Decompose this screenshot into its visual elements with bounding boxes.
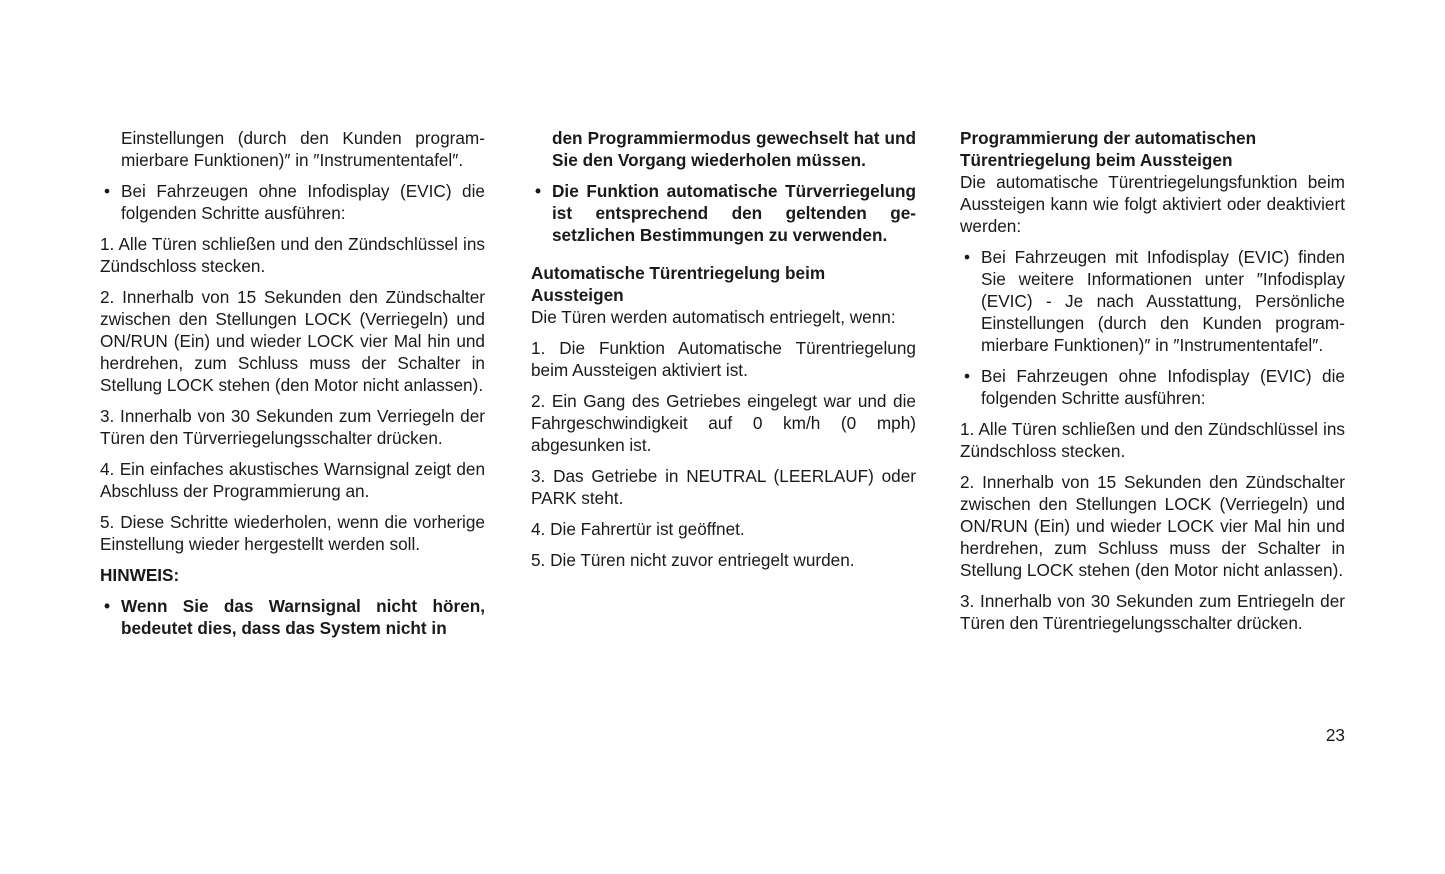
- notice-bullet: [100, 595, 485, 639]
- bullet-icon: •: [103, 181, 111, 201]
- condition-5: 5. Die Türen nicht zuvor entriegelt wurden.: [531, 550, 855, 570]
- step-2: 2. Innerhalb von 15 Sekunden den Zündschalter zwischen den Stellungen LOCK (Verriegeln) und ON/RUN (Ein) und wieder LOCK vier Mal hin und herdrehen, zum Schluss muss der Schalter in Stellung LOCK stehen (den Motor nicht anlassen).: [960, 472, 1345, 580]
- notice-label: HINWEIS:: [100, 565, 180, 585]
- bullet-text: Bei Fahrzeugen mit Infodisplay (EVIC) finden Sie weitere Informationen unter ″Infodisplay (EVIC) - Je nach Ausstattung, Persönliche Einstellungen (durch den Kunden programmierbare Funktionen)″ in ″Instrumententafel″.: [981, 247, 1345, 355]
- column-right: [960, 127, 1345, 643]
- step-1: 1. Alle Türen schließen und den Zündschlüssel ins Zündschloss stecken.: [960, 419, 1345, 461]
- notice-bullet-text: Die Funktion automatische Türverriegelung ist entsprechend den geltenden gesetzlichen Bestimmungen zu verwenden.: [552, 181, 916, 245]
- step-3: 3. Innerhalb von 30 Sekunden zum Entriegeln der Türen den Türentriegelungsschalter drücken.: [960, 591, 1345, 633]
- bullet-item: [960, 365, 1345, 409]
- bullet-item: [100, 180, 485, 224]
- column-left: [100, 127, 485, 648]
- condition-3: 3. Das Getriebe in NEUTRAL (LEERLAUF) oder PARK steht.: [531, 466, 916, 508]
- bullet-icon: •: [534, 181, 542, 201]
- step-1: 1. Alle Türen schließen und den Zündschlüssel ins Zündschloss stecken.: [100, 234, 485, 276]
- bullet-text: Bei Fahrzeugen ohne Infodisplay (EVIC) die folgenden Schritte ausführen:: [121, 181, 485, 223]
- step-5: 5. Diese Schritte wiederholen, wenn die vorherige Einstellung wieder hergestellt werden soll.: [100, 512, 485, 554]
- notice-continuation: den Programmiermodus gewechselt hat und Sie den Vorgang wiederholen müssen.: [552, 128, 916, 170]
- section-intro: Die Türen werden automatisch entriegelt, wenn:: [531, 307, 896, 327]
- page-number: 23: [1325, 725, 1345, 745]
- step-3: 3. Innerhalb von 30 Sekunden zum Verriegeln der Türen den Türverriegelungsschalter drücken.: [100, 406, 485, 448]
- step-4: 4. Ein einfaches akustisches Warnsignal zeigt den Abschluss der Programmierung an.: [100, 459, 485, 501]
- bullet-icon: •: [103, 596, 111, 616]
- bullet-icon: •: [963, 247, 971, 267]
- condition-2: 2. Ein Gang des Getriebes eingelegt war und die Fahrgeschwindigkeit auf 0 km/h (0 mph) abgesunken ist.: [531, 391, 916, 455]
- bullet-icon: •: [963, 366, 971, 386]
- step-2: 2. Innerhalb von 15 Sekunden den Zündschalter zwischen den Stellungen LOCK (Verriegeln) und ON/RUN (Ein) und wieder LOCK vier Mal hin und herdrehen, zum Schluss muss der Schalter in Stellung LOCK stehen (den Motor nicht anlassen).: [100, 287, 485, 395]
- column-middle: [531, 127, 916, 580]
- notice-bullet-text: Wenn Sie das Warnsignal nicht hören, bedeutet dies, dass das System nicht in: [121, 596, 485, 638]
- condition-1: 1. Die Funktion Automatische Türentriegelung beim Aussteigen aktiviert ist.: [531, 338, 916, 380]
- section-heading: Programmierung der automatischen Türentriegelung beim Aussteigen: [960, 128, 1257, 170]
- condition-4: 4. Die Fahrertür ist geöffnet.: [531, 519, 745, 539]
- section-intro: Die automatische Türentriegelungsfunktion beim Aussteigen kann wie folgt aktiviert oder deaktiviert werden:: [960, 172, 1345, 236]
- section-heading: Automatische Türentriegelung beim Aussteigen: [531, 263, 826, 305]
- bullet-text: Bei Fahrzeugen ohne Infodisplay (EVIC) die folgenden Schritte ausführen:: [981, 366, 1345, 408]
- notice-bullet: [531, 180, 916, 246]
- bullet-item: [960, 246, 1345, 356]
- bullet-continuation: Einstellungen (durch den Kunden programmierbare Funktionen)″ in ″Instrumententafel″.: [121, 128, 485, 170]
